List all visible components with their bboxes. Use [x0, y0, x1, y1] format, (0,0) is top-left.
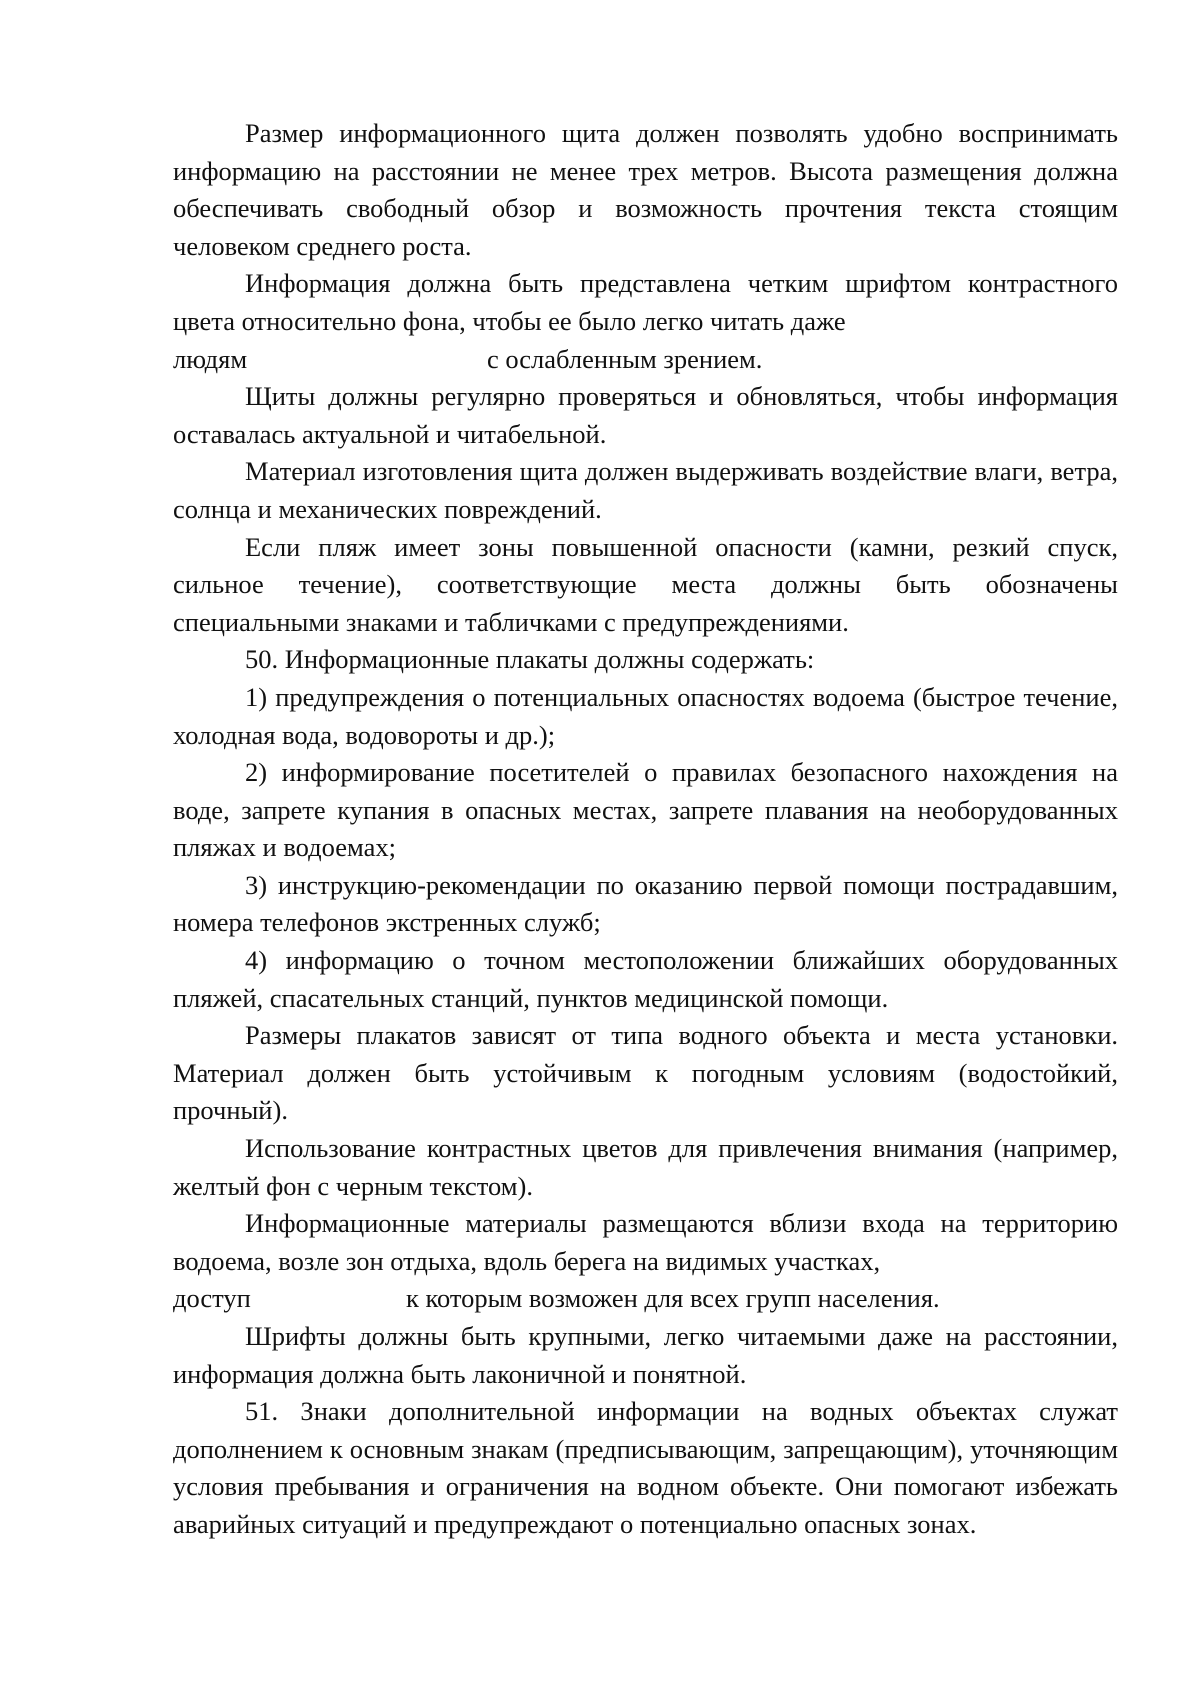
- document-page: [173, 115, 1118, 1544]
- paragraph-item-50: 50. Информационные плакаты должны содержать:: [245, 644, 815, 675]
- paragraph-placement-tail: [173, 1280, 1118, 1318]
- paragraph-contrast-colors: Использование контрастных цветов для привлечения внимания (например, желтый фон с черным текстом).: [173, 1133, 1118, 1201]
- tail-text: к которым возможен для всех групп населения.: [406, 1283, 940, 1314]
- paragraph-board-size: Размер информационного щита должен позволять удобно воспринимать информацию на расстоянии не менее трех метров. Высота размещения должна обеспечивать свободный обзор и возможность прочтения текста стоящим человеком среднего роста.: [173, 118, 1118, 261]
- paragraph-font-contrast-tail: [173, 341, 1118, 379]
- tail-word: доступ: [173, 1283, 251, 1314]
- paragraph-poster-size: Размеры плакатов зависят от типа водного объекта и места установки. Материал должен быть устойчивым к погодным условиям (водостойкий, прочный).: [173, 1020, 1118, 1126]
- paragraph-danger-zones: Если пляж имеет зоны повышенной опасности (камни, резкий спуск, сильное течение), соответствующие места должны быть обозначены специальными знаками и табличками с предупреждениями.: [173, 531, 1118, 637]
- paragraph-regular-check: Щиты должны регулярно проверяться и обновляться, чтобы информация оставалась актуальной и читабельной.: [173, 381, 1118, 449]
- paragraph-font-contrast: Информация должна быть представлена четким шрифтом контрастного цвета относительно фона, чтобы ее было легко читать даже: [173, 268, 1118, 336]
- tail-word: людям: [173, 343, 248, 374]
- tail-text: с ослабленным зрением.: [487, 343, 763, 374]
- paragraph-material: Материал изготовления щита должен выдерживать воздействие влаги, ветра, солнца и механических повреждений.: [173, 456, 1118, 524]
- list-item-4: 4) информацию о точном местоположении ближайших оборудованных пляжей, спасательных станций, пунктов медицинской помощи.: [173, 945, 1118, 1013]
- paragraph-placement: Информационные материалы размещаются вблизи входа на территорию водоема, возле зон отдыха, вдоль берега на видимых участках,: [173, 1208, 1118, 1276]
- list-item-2: 2) информирование посетителей о правилах безопасного нахождения на воде, запрете купания в опасных местах, запрете плавания на необорудованных пляжах и водоемах;: [173, 757, 1118, 863]
- paragraph-fonts: Шрифты должны быть крупными, легко читаемыми даже на расстоянии, информация должна быть лаконичной и понятной.: [173, 1321, 1118, 1389]
- list-item-3: 3) инструкцию-рекомендации по оказанию первой помощи пострадавшим, номера телефонов экстренных служб;: [173, 869, 1118, 938]
- paragraph-item-51: 51. Знаки дополнительной информации на водных объектах служат дополнением к основным знакам (предписывающим, запрещающим), уточняющим условия пребывания и ограничения на водном объекте. Они помогают избежать аварийных ситуаций и предупреждают о потенциально опасных зонах.: [173, 1396, 1118, 1539]
- list-item-1: 1) предупреждения о потенциальных опасностях водоема (быстрое течение, холодная вода, водовороты и др.);: [173, 681, 1118, 750]
